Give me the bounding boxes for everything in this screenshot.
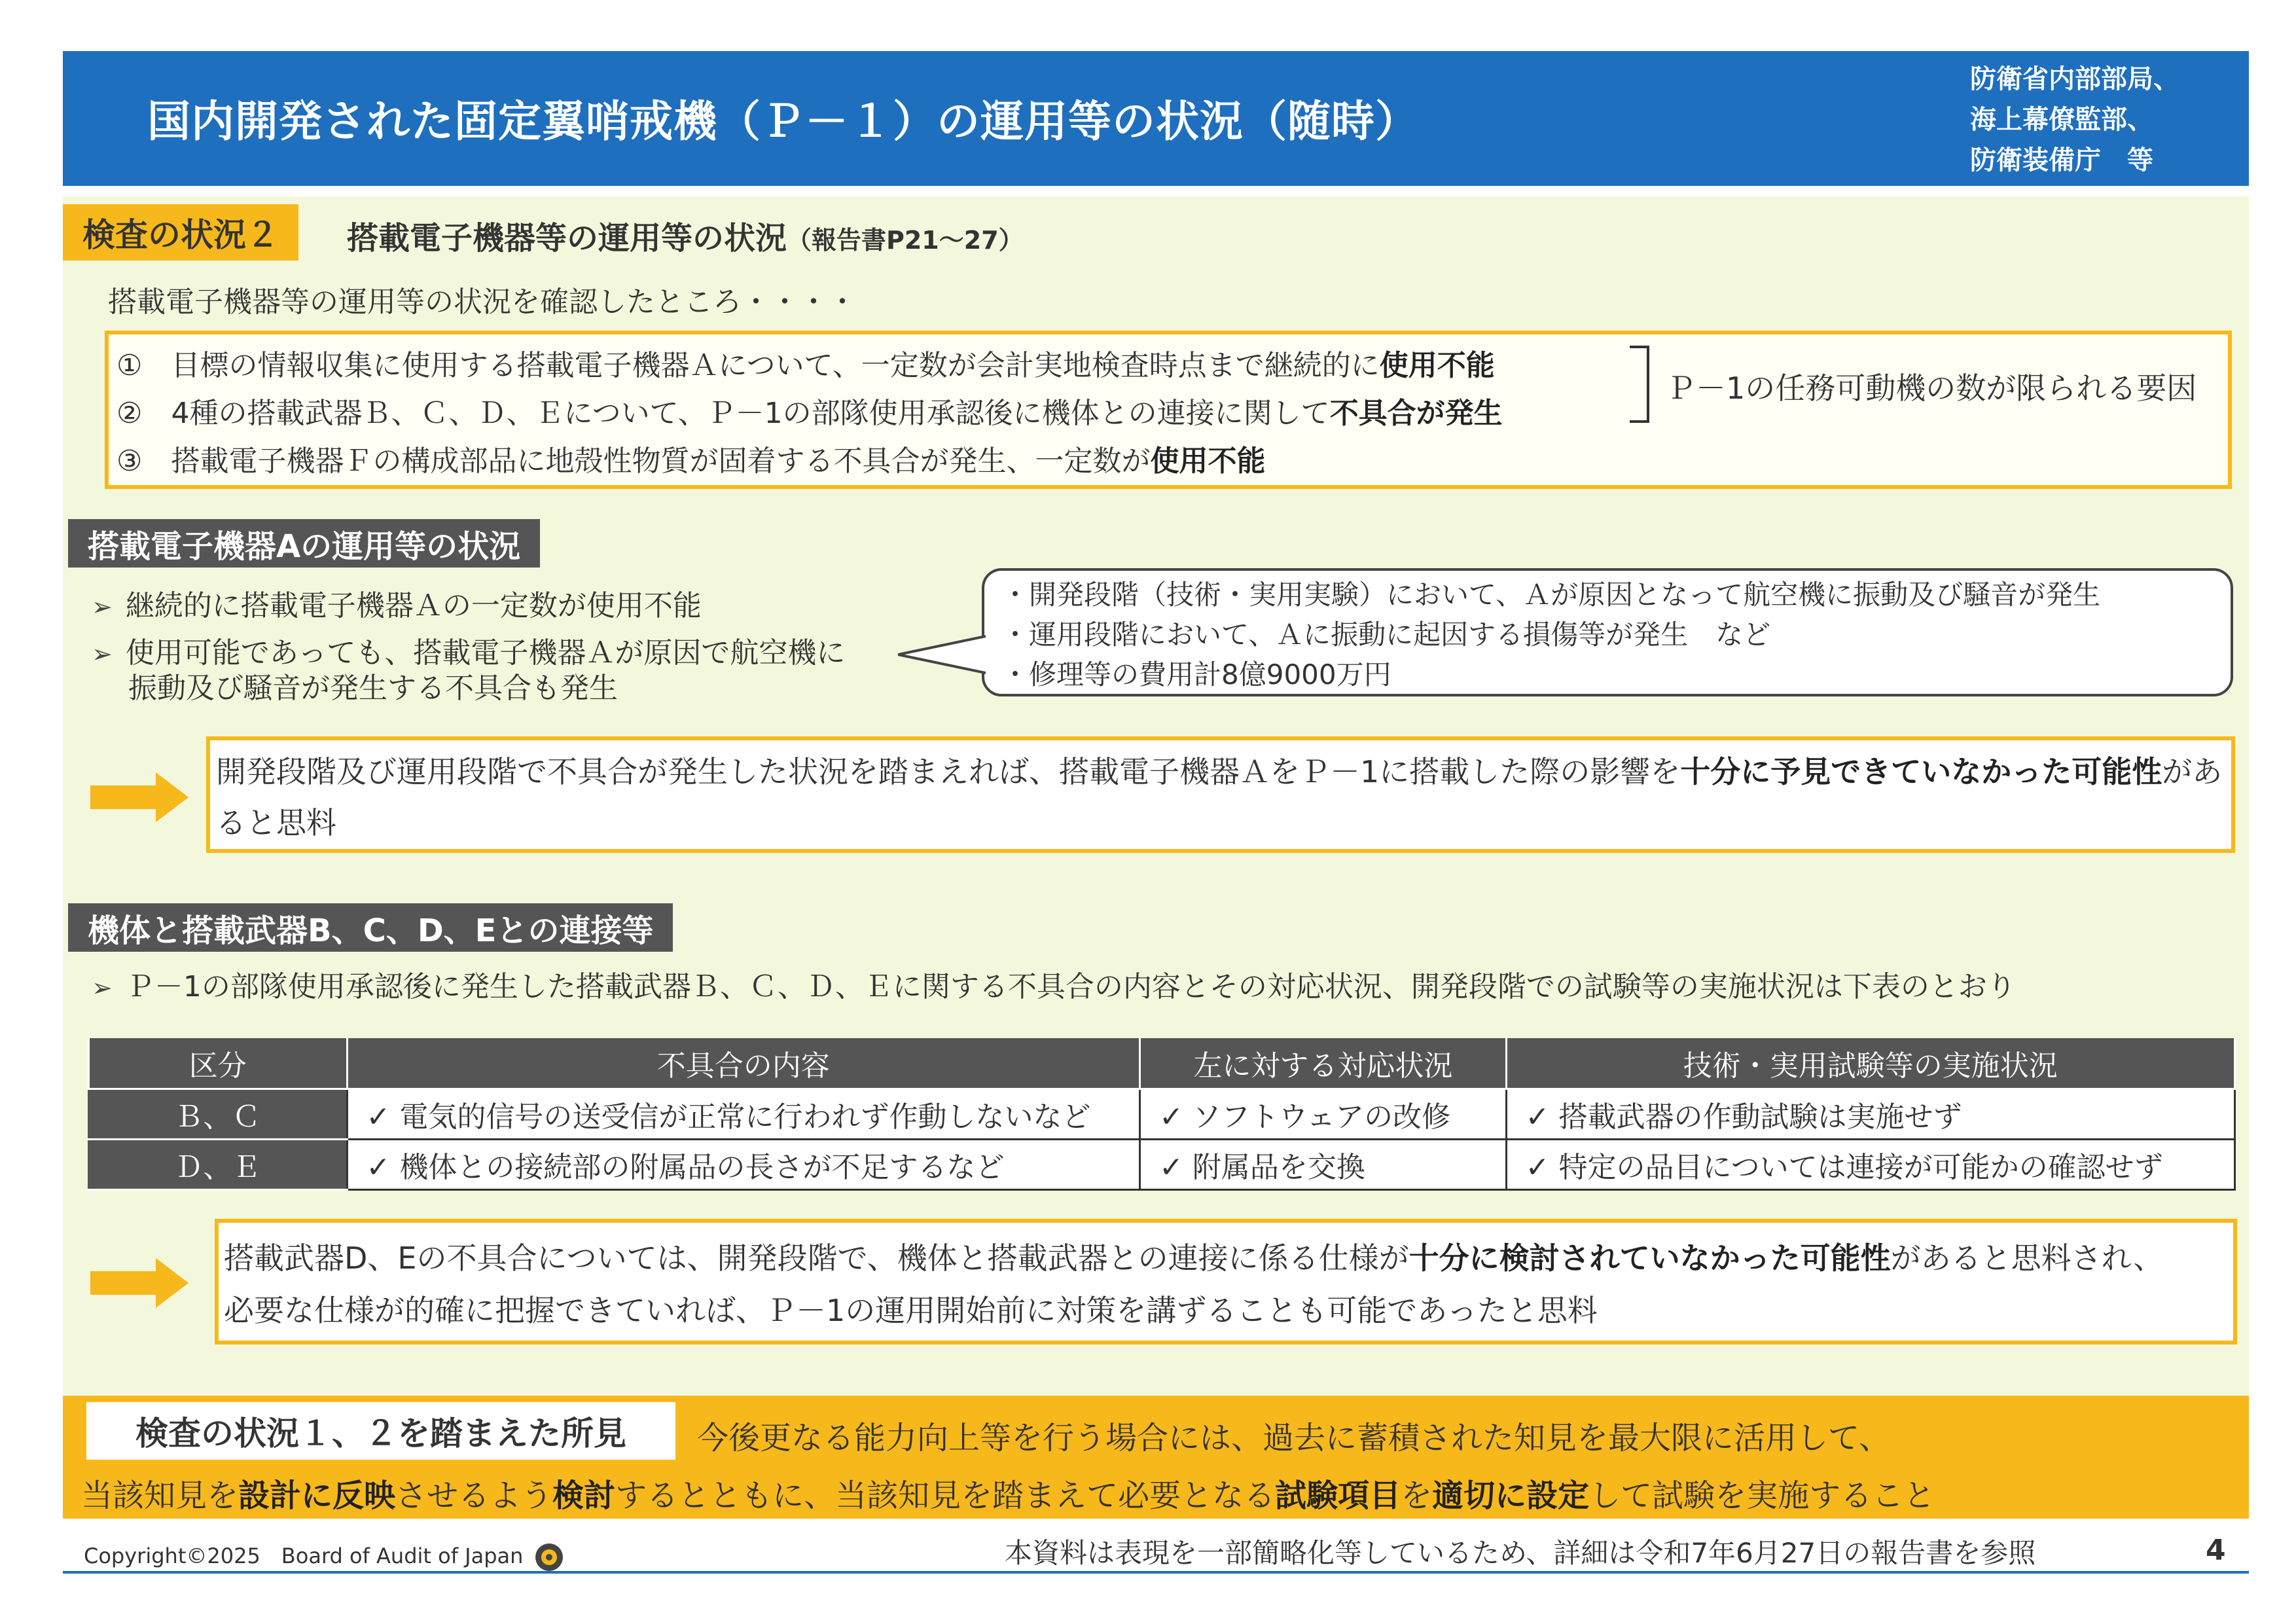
table-header-row — [89, 1038, 2235, 1089]
conclusion-text — [224, 1232, 2233, 1337]
copyright-text: Copyright©2025 Board of Audit of Japan — [84, 1543, 524, 1568]
conclusion-text-part: 開発段階及び運用段階で不具合が発生した状況を踏まえれば、搭載電子機器ＡをＰ－1に搭載した際の影響を — [216, 754, 1681, 789]
finding-number: ③ — [117, 444, 143, 478]
table-row — [89, 1089, 2235, 1140]
arrow-bullet-icon: ➢ — [92, 592, 113, 621]
agency-item: 海上幕僚監部、 — [1970, 105, 2153, 135]
list-item — [92, 969, 2016, 1006]
page-title: 国内開発された固定翼哨戒機（Ｐ－１）の運用等の状況（随時） — [147, 96, 1419, 147]
summary-emphasis: 検討 — [552, 1477, 616, 1514]
board-emblem-icon — [534, 1542, 564, 1572]
summary-part: を — [1401, 1477, 1433, 1514]
table-cell: ✓ 附属品を交換 — [1140, 1140, 1507, 1190]
summary-part: して試験を実施すること — [1589, 1477, 1935, 1514]
list-item-continuation: 振動及び騒音が発生する不具合も発生 — [128, 672, 618, 705]
summary-line — [81, 1470, 1935, 1515]
finding-text: 搭載電子機器Ｆの構成部品に地殻性物質が固着する不具合が発生、一定数が — [171, 444, 1151, 478]
list-item-text: 使用可能であっても、搭載電子機器Ａが原因で航空機に — [125, 636, 846, 670]
finding-emphasis: 不具合が発生 — [1329, 397, 1503, 430]
summary-part: 当該知見を — [81, 1477, 239, 1514]
summary-tag: 検査の状況１、２を踏まえた所見 — [86, 1402, 675, 1460]
conclusion-text-part: 搭載武器D、Eの不具合については、開発段階で、機体と搭載武器との連接に係る仕様が — [224, 1240, 1409, 1276]
conclusion-emphasis: 十分に検討されていなかった可能性 — [1408, 1240, 1891, 1276]
table-header: 区分 — [89, 1038, 348, 1089]
copyright — [84, 1540, 564, 1572]
right-arrow-icon — [90, 1258, 188, 1308]
bracket-icon — [1630, 346, 1649, 423]
right-arrow-icon — [90, 772, 188, 822]
table-header: 技術・実用試験等の実施状況 — [1506, 1038, 2234, 1089]
section-heading-text: 搭載電子機器等の運用等の状況 — [347, 220, 787, 257]
callout-line: ・開発段階（技術・実用実験）において、Ａが原因となって航空機に振動及び騒音が発生 — [1001, 579, 2101, 611]
section-tag: 検査の状況２ — [63, 204, 298, 261]
finding-text: 4種の搭載武器Ｂ、Ｃ、Ｄ、Ｅについて、Ｐ－1の部隊使用承認後に機体との連接に関して — [171, 397, 1330, 430]
agency-list — [1970, 59, 2179, 181]
table-row — [89, 1140, 2235, 1190]
table-cell: ✓ 機体との接続部の附属品の長さが不足するなど — [347, 1140, 1140, 1190]
section-intro: 搭載電子機器等の運用等の状況を確認したところ・・・・ — [108, 285, 857, 319]
finding-number: ① — [117, 349, 143, 382]
section-heading — [347, 213, 1024, 258]
list-item-text: 継続的に搭載電子機器Ａの一定数が使用不能 — [125, 589, 702, 623]
table-cell-category: Ｂ、Ｃ — [89, 1089, 348, 1140]
conclusion-line — [224, 1232, 2233, 1284]
report-reference: （報告書P21～27） — [787, 226, 1024, 255]
bracket-label: Ｐ－1の任務可動機の数が限られる要因 — [1666, 370, 2197, 406]
list-item — [92, 588, 702, 625]
conclusion-line: 必要な仕様が的確に把握できていれば、Ｐ－1の運用開始前に対策を講ずることも可能であったと思料 — [224, 1293, 1598, 1328]
footer-divider — [63, 1571, 2249, 1574]
conclusion-emphasis: 十分に予見できていなかった可能性 — [1680, 754, 2162, 789]
callout-pointer-icon — [898, 635, 986, 674]
conclusion-text-part: があると思料 — [216, 754, 2223, 840]
agency-item: 防衛省内部部局、 — [1970, 64, 2179, 94]
list-item-text: Ｐ－1の部隊使用承認後に発生した搭載武器Ｂ、Ｃ、Ｄ、Ｅに関する不具合の内容とその対応状況、開発段階での試験等の実施状況は下表のとおり — [125, 970, 2016, 1003]
finding-number: ② — [117, 397, 143, 430]
table-cell-category: Ｄ、Ｅ — [89, 1140, 348, 1190]
table-header: 左に対する対応状況 — [1140, 1038, 1507, 1089]
agency-item: 防衛装備庁 等 — [1970, 145, 2153, 175]
finding-text: 目標の情報収集に使用する搭載電子機器Ａについて、一定数が会計実地検査時点まで継続的に — [171, 349, 1380, 382]
summary-emphasis: 設計に反映 — [238, 1477, 396, 1514]
finding-item — [117, 389, 1503, 431]
summary-emphasis: 適切に設定 — [1432, 1477, 1590, 1514]
summary-line: 今後更なる能力向上等を行う場合には、過去に蓄積された知見を最大限に活用して、 — [697, 1420, 1891, 1456]
summary-part: させるよう — [395, 1477, 553, 1514]
arrow-bullet-icon: ➢ — [92, 973, 113, 1002]
table-cell: ✓ ソフトウェアの改修 — [1140, 1089, 1507, 1140]
footer-note: 本資料は表現を一部簡略化等しているため、詳細は令和7年6月27日の報告書を参照 — [1005, 1537, 2036, 1569]
table-cell: ✓ 電気的信号の送受信が正常に行われず作動しないなど — [347, 1089, 1140, 1140]
status-table — [88, 1038, 2236, 1191]
summary-emphasis: 試験項目 — [1275, 1477, 1401, 1514]
table-cell: ✓ 特定の品目については連接が可能かの確認せず — [1506, 1140, 2234, 1190]
callout-line: ・修理等の費用計8億9000万円 — [1001, 659, 1391, 691]
table-header: 不具合の内容 — [347, 1038, 1140, 1089]
finding-item — [117, 437, 1265, 479]
conclusion-text-part: があると思料され、 — [1890, 1240, 2164, 1276]
subsection-tag: 機体と搭載武器B、C、D、Eとの連接等 — [68, 903, 673, 952]
conclusion-text — [216, 746, 2232, 848]
subsection-tag: 搭載電子機器Aの運用等の状況 — [68, 519, 540, 568]
finding-item — [117, 342, 1495, 384]
list-item — [92, 635, 845, 672]
table-cell: ✓ 搭載武器の作動試験は実施せず — [1506, 1089, 2234, 1140]
page-number: 4 — [2206, 1534, 2226, 1567]
arrow-bullet-icon: ➢ — [92, 640, 113, 668]
summary-part: するとともに、当該知見を踏まえて必要となる — [615, 1477, 1276, 1514]
finding-emphasis: 使用不能 — [1379, 349, 1495, 382]
finding-emphasis: 使用不能 — [1150, 444, 1266, 478]
callout-line: ・運用段階において、Ａに振動に起因する損傷等が発生 など — [1001, 619, 1771, 651]
